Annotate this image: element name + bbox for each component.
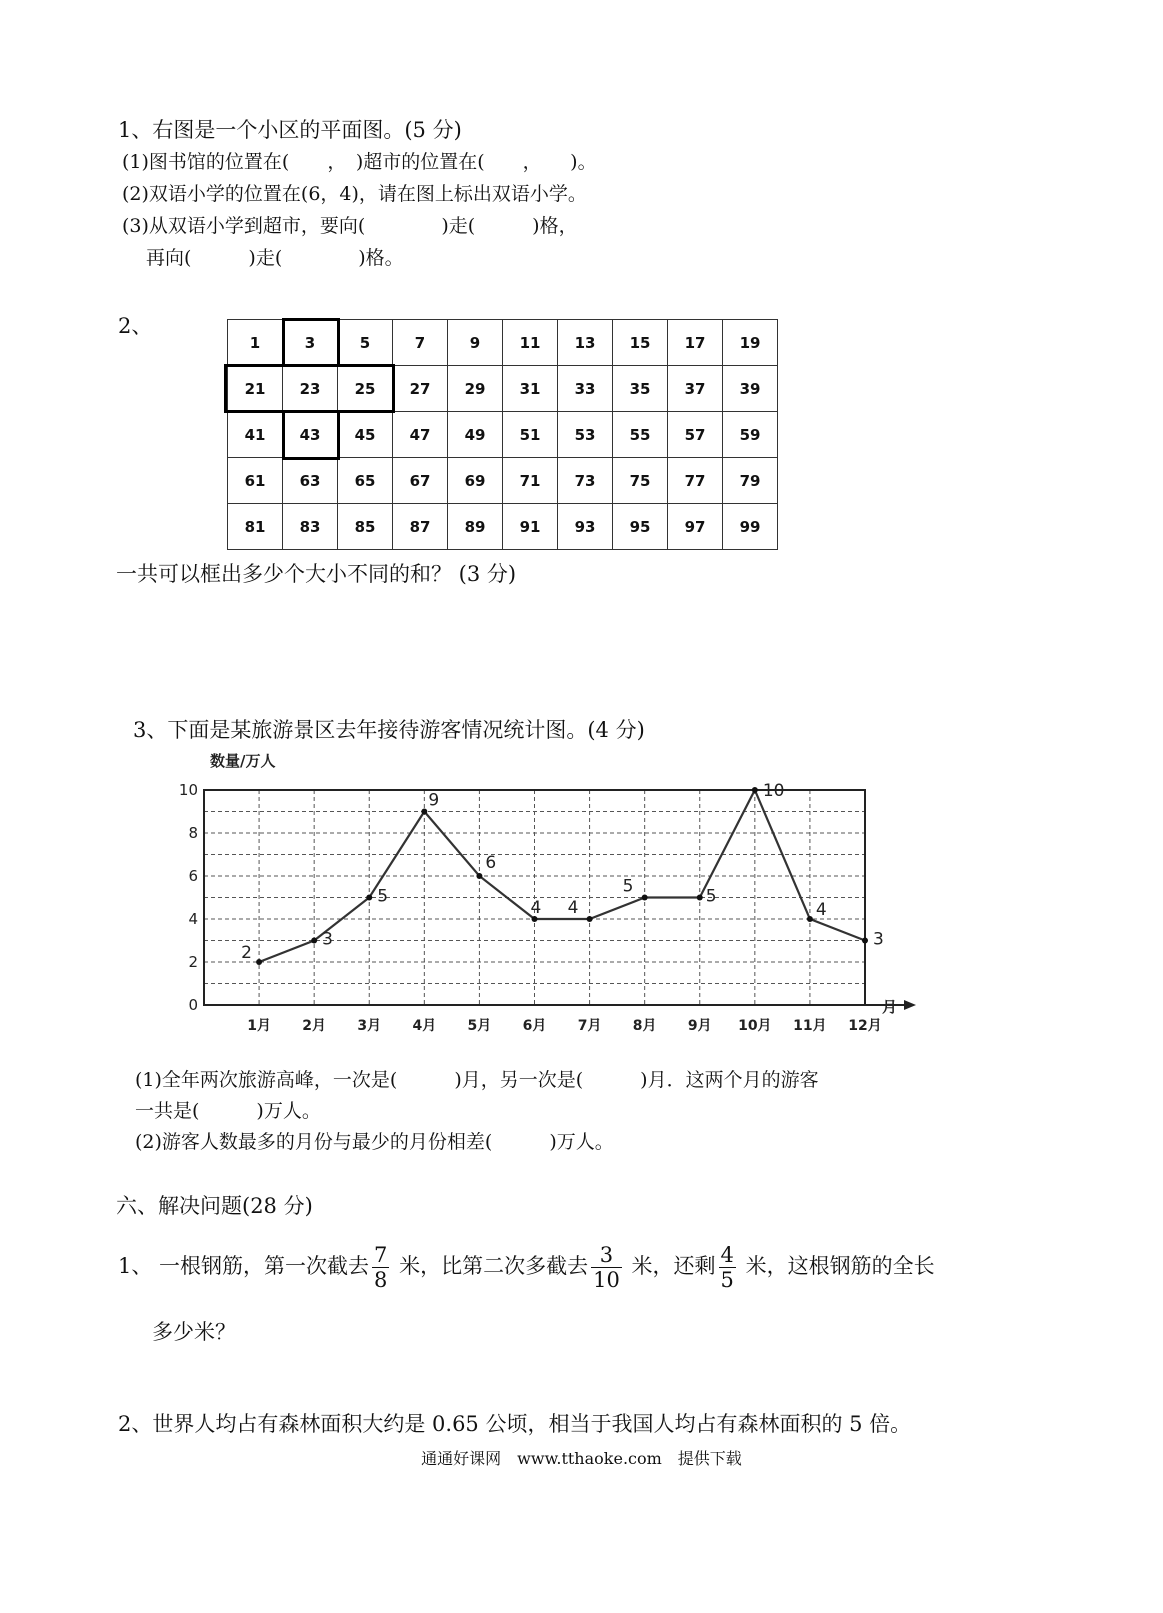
grid-cell: 37	[668, 366, 723, 412]
x-tick-label: 1月	[247, 1018, 271, 1034]
grid-cell: 67	[393, 458, 448, 504]
grid-cell: 95	[613, 504, 668, 550]
data-label: 9	[428, 790, 440, 811]
fraction-4-5	[719, 1243, 736, 1292]
data-point	[807, 916, 813, 922]
grid-cell: 35	[613, 366, 668, 412]
fraction-denominator: 5	[720, 1268, 734, 1292]
grid-cell: 75	[613, 458, 668, 504]
q1-line4: 再向( )走( )格。	[146, 247, 404, 269]
data-label: 3	[873, 929, 884, 950]
data-label: 4	[567, 898, 579, 918]
problem1-prefix: 1、 一根钢筋，第一次截去	[118, 1254, 370, 1278]
data-point	[421, 809, 427, 815]
grid-cell: 25	[338, 366, 393, 412]
y-tick-label: 4	[188, 910, 198, 928]
fraction-3-10	[591, 1243, 622, 1292]
y-tick-label: 10	[178, 781, 198, 799]
problem1-suffix: 米，这根钢筋的全长	[738, 1254, 935, 1278]
grid-cell: 57	[668, 412, 723, 458]
x-tick-label: 5月	[467, 1018, 492, 1034]
q1-line1: (1)图书馆的位置在( ， )超市的位置在( ， )。	[122, 151, 597, 173]
x-tick-label: 4月	[412, 1018, 437, 1034]
x-tick-label: 8月	[632, 1018, 657, 1034]
q3-sub1b: 一共是( )万人。	[135, 1100, 321, 1122]
chart-ylabel: 数量/万人	[210, 752, 276, 770]
grid-cell: 45	[338, 412, 393, 458]
y-tick-label: 2	[188, 953, 198, 971]
q2-question: 一共可以框出多少个大小不同的和？ (3 分)	[116, 562, 517, 586]
grid-cell: 89	[448, 504, 503, 550]
q1-title: 1、右图是一个小区的平面图。(5 分)	[118, 118, 462, 142]
grid-row	[228, 366, 778, 412]
fraction-denominator: 8	[374, 1268, 388, 1292]
q3-title: 3、下面是某旅游景区去年接待游客情况统计图。(4 分)	[133, 718, 645, 742]
data-point	[476, 873, 482, 879]
data-point	[256, 959, 262, 965]
grid-cell: 49	[448, 412, 503, 458]
grid-cell: 17	[668, 320, 723, 366]
data-label: 10	[762, 781, 785, 801]
data-point	[587, 916, 593, 922]
problem2: 2、世界人均占有森林面积大约是 0.65 公顷，相当于我国人均占有森林面积的 5 倍。	[118, 1412, 912, 1436]
grid-cell: 93	[558, 504, 613, 550]
grid-cell: 9	[448, 320, 503, 366]
problem1-mid1: 米，比第二次多截去	[392, 1254, 589, 1278]
x-tick-label: 12月	[848, 1018, 882, 1034]
grid-cell: 23	[283, 366, 338, 412]
x-tick-label: 9月	[687, 1018, 712, 1034]
y-tick-label: 6	[188, 867, 198, 885]
data-point	[752, 787, 758, 793]
data-label: 4	[815, 900, 827, 920]
grid-cell: 65	[338, 458, 393, 504]
number-grid	[227, 319, 778, 550]
section6-title: 六、解决问题(28 分)	[116, 1194, 313, 1218]
q1-line3: (3)从双语小学到超市，要向( )走( )格，	[122, 215, 578, 237]
grid-cell: 83	[283, 504, 338, 550]
data-label: 4	[530, 898, 542, 918]
grid-cell: 91	[503, 504, 558, 550]
grid-cell: 43	[283, 412, 338, 458]
fraction-denominator: 10	[593, 1268, 620, 1292]
x-tick-label: 7月	[577, 1018, 602, 1034]
grid-cell: 39	[723, 366, 778, 412]
fraction-numerator: 4	[720, 1243, 734, 1267]
grid-cell: 29	[448, 366, 503, 412]
problem1-line2: 多少米？	[152, 1320, 236, 1344]
fraction-7-8	[372, 1243, 389, 1292]
grid-cell: 51	[503, 412, 558, 458]
data-label: 6	[485, 853, 497, 873]
grid-cell: 55	[613, 412, 668, 458]
grid-cell: 73	[558, 458, 613, 504]
grid-cell: 81	[228, 504, 283, 550]
grid-cell: 13	[558, 320, 613, 366]
grid-cell: 53	[558, 412, 613, 458]
x-tick-label: 2月	[302, 1018, 327, 1034]
fraction-numerator: 3	[591, 1243, 622, 1268]
problem1-mid2: 米，还剩	[624, 1254, 716, 1278]
grid-cell: 61	[228, 458, 283, 504]
q1-line2: (2)双语小学的位置在(6，4)，请在图上标出双语小学。	[122, 183, 587, 205]
grid-cell: 47	[393, 412, 448, 458]
grid-cell: 99	[723, 504, 778, 550]
data-point	[366, 895, 372, 901]
grid-cell: 79	[723, 458, 778, 504]
data-point	[311, 938, 317, 944]
grid-cell: 21	[228, 366, 283, 412]
grid-cell: 5	[338, 320, 393, 366]
footer-credit: 通通好课网 www.tthaoke.com 提供下载	[421, 1449, 742, 1468]
data-label: 3	[322, 929, 333, 950]
grid-row	[228, 458, 778, 504]
data-point	[862, 938, 868, 944]
fraction-numerator: 7	[374, 1243, 388, 1267]
grid-cell: 31	[503, 366, 558, 412]
x-tick-label: 6月	[522, 1018, 547, 1034]
grid-cell: 59	[723, 412, 778, 458]
grid-cell: 7	[393, 320, 448, 366]
y-tick-label: 8	[188, 824, 198, 842]
chart-xlabel: 月	[882, 998, 898, 1016]
data-label: 5	[622, 876, 634, 897]
x-tick-label: 11月	[793, 1018, 827, 1034]
grid-cell: 87	[393, 504, 448, 550]
q3-sub1a: (1)全年两次旅游高峰，一次是( )月，另一次是( )月．这两个月的游客	[135, 1069, 819, 1091]
data-point	[697, 895, 703, 901]
grid-cell: 63	[283, 458, 338, 504]
data-label: 5	[705, 886, 717, 907]
grid-row	[228, 412, 778, 458]
grid-cell: 41	[228, 412, 283, 458]
tourist-line-chart	[160, 750, 940, 1050]
data-label: 5	[377, 886, 389, 907]
grid-cell: 85	[338, 504, 393, 550]
q3-sub2: (2)游客人数最多的月份与最少的月份相差( )万人。	[135, 1131, 614, 1153]
data-label: 2	[241, 943, 252, 963]
grid-row	[228, 504, 778, 550]
grid-cell: 69	[448, 458, 503, 504]
grid-cell: 3	[283, 320, 338, 366]
grid-cell: 77	[668, 458, 723, 504]
grid-cell: 11	[503, 320, 558, 366]
data-point	[642, 895, 648, 901]
q2-label: 2、	[118, 314, 153, 338]
grid-cell: 33	[558, 366, 613, 412]
problem1-line1	[118, 1240, 935, 1292]
grid-cell: 27	[393, 366, 448, 412]
grid-cell: 1	[228, 320, 283, 366]
grid-cell: 97	[668, 504, 723, 550]
grid-row	[228, 320, 778, 366]
x-axis-arrow-icon	[904, 1000, 916, 1010]
grid-cell: 15	[613, 320, 668, 366]
grid-cell: 71	[503, 458, 558, 504]
y-tick-label: 0	[188, 996, 198, 1014]
grid-cell: 19	[723, 320, 778, 366]
x-tick-label: 3月	[357, 1018, 382, 1034]
x-tick-label: 10月	[738, 1018, 772, 1034]
